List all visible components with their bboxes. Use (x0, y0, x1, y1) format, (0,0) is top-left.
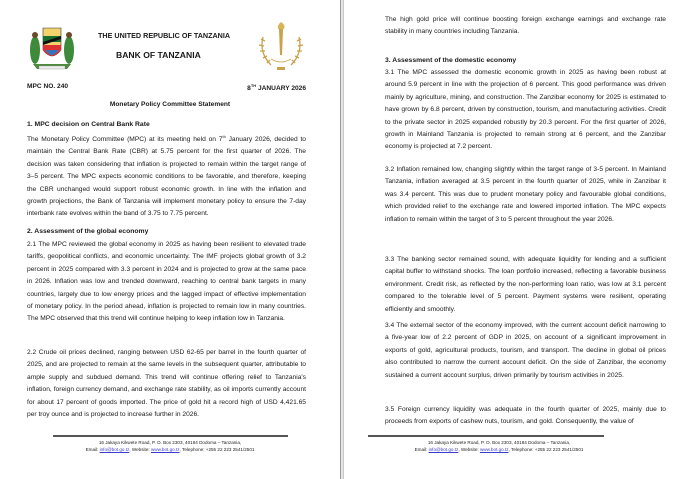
email-link[interactable]: info@bot.go.tz (99, 447, 130, 452)
footer (0, 439, 340, 453)
paragraph-2-2-continued: The high gold price will continue boosting foreign exchange earnings and exchange rate stability in many countries including Tanzania. (385, 16, 666, 36)
paragraph-3-5: 3.5 Foreign currency liquidity was adequate in the fourth quarter of 2025, mainly due to proceeds from exports of cashew nuts, tourism, and gold. Consequently, the value of (385, 406, 666, 426)
text-run: The Monetary Policy Committee (MPC) at its meeting held on 7 (27, 136, 223, 143)
bank-name-heading: BANK OF TANZANIA (116, 50, 201, 60)
section-1-heading: 1. MPC decision on Central Bank Rate (27, 121, 150, 128)
statement-title: Monetary Policy Committee Statement (109, 101, 231, 108)
mpc-number: MPC NO. 240 (27, 83, 69, 90)
document-page-2 (344, 0, 679, 479)
section-1-paragraph (27, 131, 306, 221)
email-label: Email: (414, 447, 429, 452)
footer-address: 16 Jakaya Kikwete Road, P. O. Box 2303, 40184 Dodoma – Tanzania, (98, 440, 242, 445)
date-suffix: TH (250, 83, 257, 88)
email-label: Email: (85, 447, 100, 452)
telephone-text: , Telephone: +255 22 223 2541/2501 (179, 447, 255, 452)
paragraph-3-1: 3.1 The MPC assessed the domestic economic growth in 2025 as having been robust at around 5.9 percent in line with the projection of 6 percent. This good performance was driven mainly by agriculture, mining, and construction. The Zanzibar economy for 2025 is estimated to have grown by 6.8 percent, driven by construction, tourism, and manufacturing activities. Credit to the private sector in 2025 expanded robustly by 20.3 percent. For the first quarter of 2026, growth in Mainland Tanzania is projected to remain strong at 6 percent, and the Zanzibar economy is projected at 7.2 percent. (385, 69, 666, 151)
footer-contacts (344, 446, 654, 453)
statement-date (247, 83, 306, 92)
email-link[interactable]: info@bot.go.tz (428, 447, 459, 452)
website-link[interactable]: www.bot.go.tz (150, 447, 180, 452)
website-label: , Website: (129, 447, 151, 452)
paragraph-2-2: 2.2 Crude oil prices declined, ranging between USD 62-65 per barrel in the fourth quarter of 2025, and are projected to remain at the same levels in the subsequent quarter, attributable to ample supply and subdued demand. This trend will continue offering relief to Tanzania's inflation, foreign currency demand, and exchange rate stability, as oil imports currently account for about 17 percent of goods imported. The price of gold hit a record high of USD 4,421.65 per troy ounce and is projected to increase further in 2026. (27, 349, 306, 419)
ordinal-suffix: th (222, 134, 226, 139)
footer-address: 16 Jakaya Kikwete Road, P. O. Box 2303, 40184 Dodoma – Tanzania, (427, 440, 571, 445)
text-run: January 2026, decided to maintain the Central Bank Rate (CBR) at 5.75 percent for the first quarter of 2026. The decision was taken considering that inflation is projected to remain within the target range of 3–5 percent. The MPC expects economic conditions to be favorable, and therefore, keeping the CBR unchanged would support robust economic growth. In line with the inflation and growth projections, the Bank of Tanzania will implement monetary policy to ensure the 7-day interbank rate evolves within the band of 3.75 to 7.75 percent. (27, 136, 306, 218)
paragraph-2-1: 2.1 The MPC reviewed the global economy in 2025 as having been resilient to elevated trade tariffs, geopolitical conflicts, and economic uncertainty. The IMF projects global growth of 3.2 percent in 2025 compared with 3.3 percent in 2024 and is projected to grow at the same pace in 2026. Inflation was low and trended downward, reaching to central bank targets in many countries, largely due to low energy prices and the lagged impact of effective implementation of monetary policy. In the period ahead, inflation is projected to remain low in many countries. The MPC observed that this trend will continue helping to keep inflation low in Tanzania. (27, 241, 306, 323)
telephone-text: , Telephone: +255 22 223 2541/2501 (508, 447, 584, 452)
paragraph-3-4: 3.4 The external sector of the economy improved, with the current account deficit narrowing to a five-year low of 2.2 percent of GDP in 2025, on account of a significant improvement in exports of gold, agricultural products, tourism, and transport. The decline in global oil prices also contributed to narrow the current account deficit. On the side of Zanzibar, the economy sustained a current account surplus, driven primarily by tourism activities in 2025. (385, 322, 666, 379)
bank-of-tanzania-emblem-icon (253, 19, 309, 75)
footer-rule (53, 435, 288, 437)
footer-rule (368, 435, 604, 437)
website-link[interactable]: www.bot.go.tz (479, 447, 509, 452)
paragraph-3-3: 3.3 The banking sector remained sound, with adequate liquidity for lending and a sufficient capital buffer to withstand shocks. The loan portfolio increased, reflecting a favorable business environment. Credit risk, as reflected by the non-performing loan ratio, was low at 3.1 percent compared to the tolerable level of 5 percent. Payment systems were resilient, operating efficiently and smoothly. (385, 256, 666, 313)
date-month-year: JANUARY 2026 (256, 85, 306, 92)
footer (344, 439, 654, 453)
date-day: 8 (247, 85, 251, 92)
republic-heading: THE UNITED REPUBLIC OF TANZANIA (98, 31, 231, 40)
section-3-heading: 3. Assessment of the domestic economy (385, 57, 517, 64)
coat-of-arms-icon (27, 20, 77, 72)
section-2-heading: 2. Assessment of the global economy (27, 228, 149, 235)
footer-contacts (0, 446, 340, 453)
paragraph-3-2: 3.2 Inflation remained low, changing slightly within the target range of 3-5 percent. In Mainland Tanzania, inflation averaged at 3.5 percent in the fourth quarter of 2025, while in Zanzibar it was 3.4 percent. This was due to prudent monetary policy and favourable global conditions, which provided relief to the exchange rate and lowered imported inflation. The MPC expects inflation to remain within the target of 3 to 5 percent throughout the year 2026. (385, 166, 666, 223)
website-label: , Website: (458, 447, 480, 452)
